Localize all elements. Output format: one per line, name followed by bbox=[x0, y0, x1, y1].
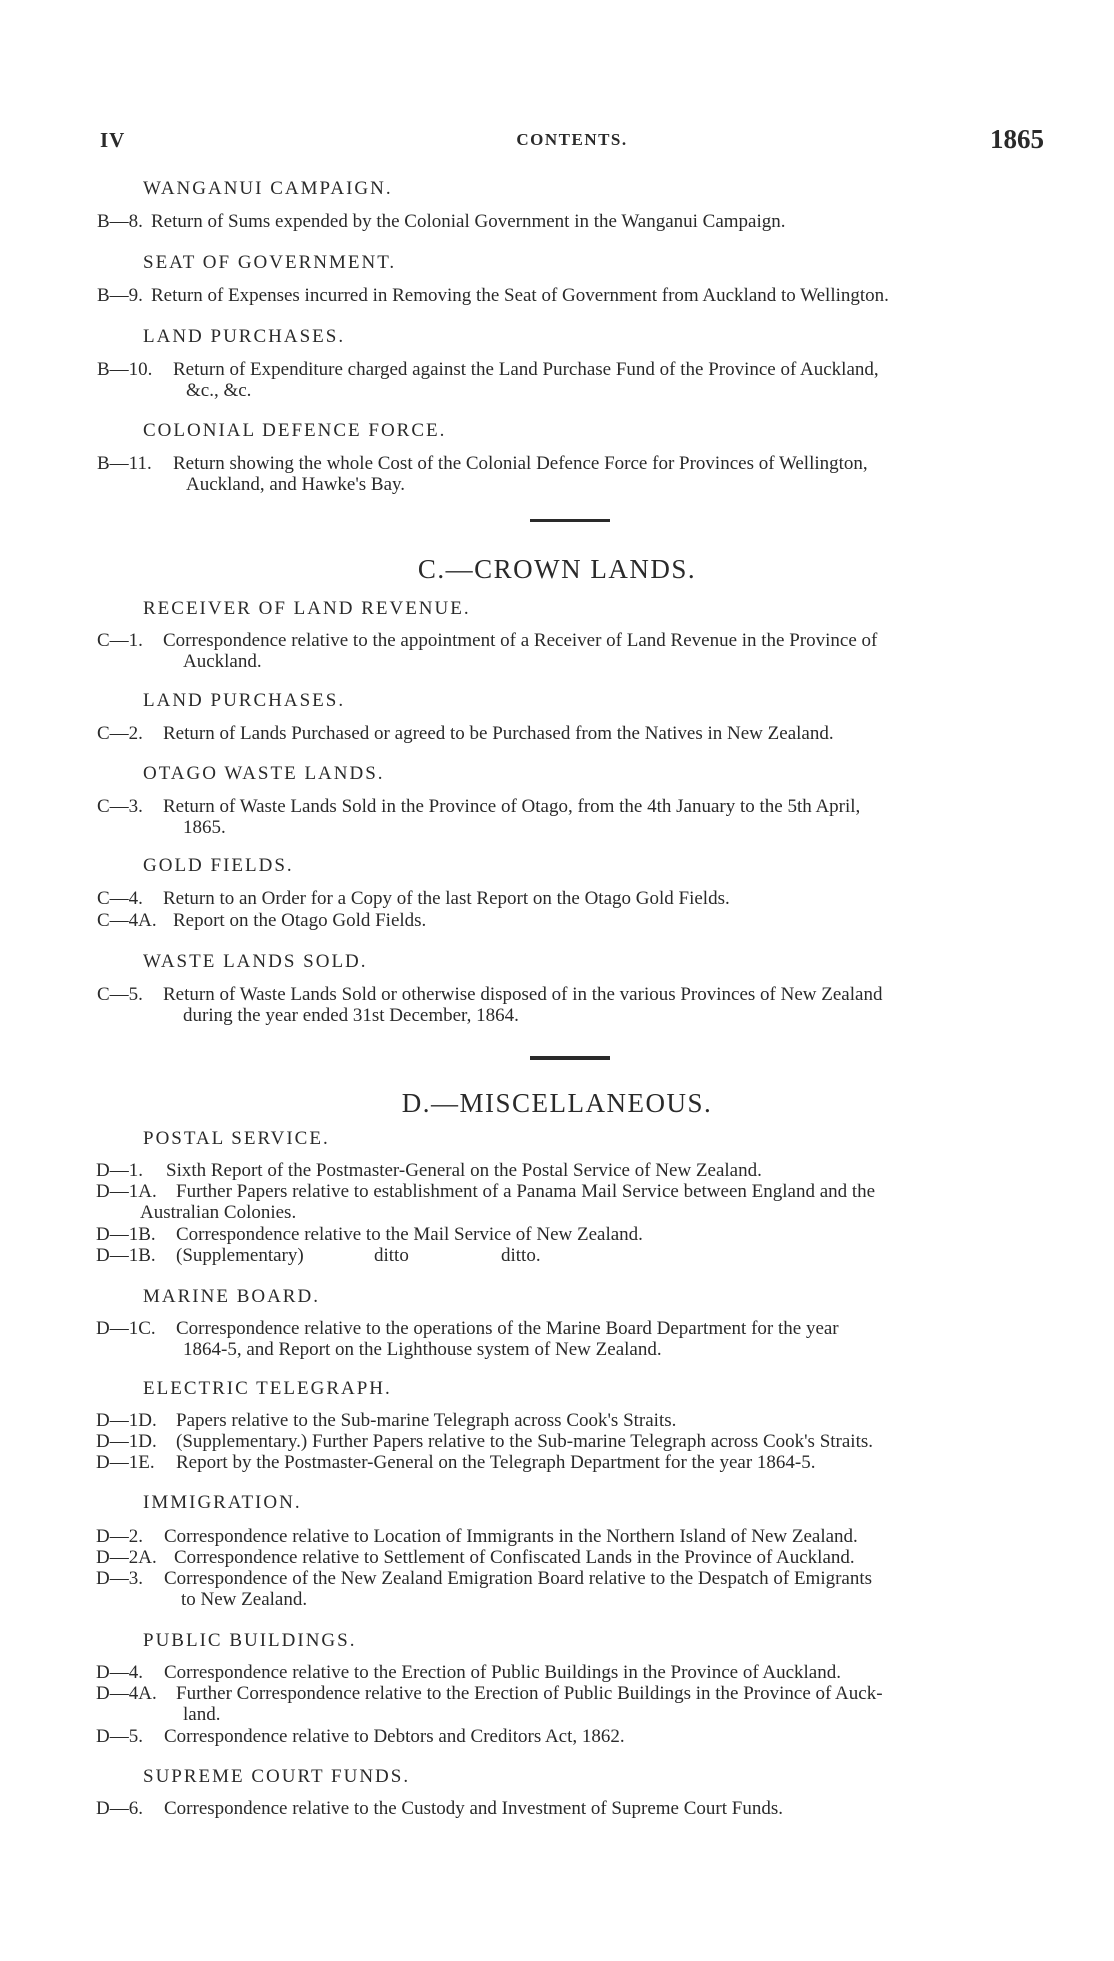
entry-code: C—5. bbox=[97, 984, 143, 1005]
list-item bbox=[96, 1547, 1046, 1568]
subhead-supreme-court-funds: SUPREME COURT FUNDS. bbox=[143, 1766, 411, 1787]
list-item bbox=[96, 1181, 1046, 1223]
entry-code: D—4A. bbox=[96, 1683, 157, 1704]
entry-code: C—4. bbox=[97, 888, 143, 909]
list-item bbox=[97, 359, 1044, 401]
subhead-seat-of-government: SEAT OF GOVERNMENT. bbox=[143, 252, 397, 273]
entry-text: Correspondence of the New Zealand Emigration Board relative to the Despatch of Emigrants bbox=[164, 1568, 873, 1589]
entry-text-continued: 1864-5, and Report on the Lighthouse system of New Zealand. bbox=[183, 1339, 662, 1360]
entry-text-continued: Auckland, and Hawke's Bay. bbox=[186, 474, 406, 495]
entry-text-continued: &c., &c. bbox=[186, 380, 252, 401]
entry-text: Return of Lands Purchased or agreed to be Purchased from the Natives in New Zealand. bbox=[163, 723, 834, 744]
entry-code: D—5. bbox=[96, 1726, 143, 1747]
entry-text-continued: to New Zealand. bbox=[181, 1589, 308, 1610]
entry-text: (Supplementary.) Further Papers relative to the Sub-marine Telegraph across Cook's Straits. bbox=[176, 1431, 874, 1452]
entry-text: Correspondence relative to Debtors and Creditors Act, 1862. bbox=[164, 1726, 625, 1747]
entry-text-continued: 1865. bbox=[183, 817, 226, 838]
list-item bbox=[96, 1318, 1046, 1360]
entry-text: Return of Waste Lands Sold or otherwise disposed of in the various Provinces of New Zealand bbox=[163, 984, 883, 1005]
entry-text: Further Papers relative to establishment of a Panama Mail Service between England and the bbox=[176, 1181, 876, 1202]
subhead-immigration: IMMIGRATION. bbox=[143, 1492, 302, 1513]
subhead-postal-service: POSTAL SERVICE. bbox=[143, 1128, 330, 1149]
subhead-public-buildings: PUBLIC BUILDINGS. bbox=[143, 1630, 357, 1651]
entry-text: (Supplementary) bbox=[176, 1245, 304, 1266]
list-item bbox=[96, 1662, 1046, 1683]
entry-text-continued: during the year ended 31st December, 1864. bbox=[183, 1005, 519, 1026]
list-item bbox=[96, 1160, 1046, 1181]
entry-text-continued: land. bbox=[183, 1704, 221, 1725]
entry-text: Correspondence relative to the operations of the Marine Board Department for the year bbox=[176, 1318, 839, 1339]
entry-text: Correspondence relative to the Erection of Public Buildings in the Province of Auckland. bbox=[164, 1662, 841, 1683]
subhead-land-purchases-b: LAND PURCHASES. bbox=[143, 326, 346, 347]
entry-text: Return to an Order for a Copy of the last Report on the Otago Gold Fields. bbox=[163, 888, 730, 909]
list-item bbox=[96, 1683, 1046, 1725]
list-item bbox=[96, 1224, 1046, 1245]
entry-code: B—10. bbox=[97, 359, 153, 380]
entry-text: Correspondence relative to the Mail Service of New Zealand. bbox=[176, 1224, 643, 1245]
list-item bbox=[97, 984, 1044, 1026]
subhead-land-purchases-c: LAND PURCHASES. bbox=[143, 690, 346, 711]
entry-code: D—6. bbox=[96, 1798, 143, 1819]
subhead-waste-lands-sold: WASTE LANDS SOLD. bbox=[143, 951, 368, 972]
list-item bbox=[96, 1568, 1046, 1610]
entry-code: D—1. bbox=[96, 1160, 143, 1181]
page-year: 1865 bbox=[990, 124, 1044, 154]
entry-code: C—4A. bbox=[97, 910, 157, 931]
ditto-mark: ditto bbox=[374, 1245, 409, 1266]
list-item bbox=[97, 453, 1044, 495]
ditto-mark: ditto. bbox=[501, 1245, 541, 1266]
entry-text-continued: Auckland. bbox=[183, 651, 262, 672]
subhead-wanganui-campaign: WANGANUI CAMPAIGN. bbox=[143, 178, 393, 199]
section-title-miscellaneous: D.—MISCELLANEOUS. bbox=[401, 1088, 713, 1118]
list-item bbox=[97, 211, 1044, 232]
entry-code: C—3. bbox=[97, 796, 143, 817]
entry-code: B—9. bbox=[97, 285, 143, 306]
entry-text: Return of Waste Lands Sold in the Province of Otago, from the 4th January to the 5th April, bbox=[163, 796, 861, 817]
entry-code: D—1D. bbox=[96, 1410, 157, 1431]
entry-text: Return of Expenses incurred in Removing the Seat of Government from Auckland to Wellington. bbox=[151, 285, 889, 306]
entry-code: D—1B. bbox=[96, 1224, 156, 1245]
section-divider bbox=[530, 519, 610, 522]
entry-code: D—4. bbox=[96, 1662, 143, 1683]
running-head bbox=[100, 126, 1044, 160]
entry-code: B—11. bbox=[97, 453, 152, 474]
entry-text: Return showing the whole Cost of the Colonial Defence Force for Provinces of Wellington, bbox=[173, 453, 868, 474]
entry-text: Return of Expenditure charged against the Land Purchase Fund of the Province of Auckland, bbox=[173, 359, 879, 380]
entry-code: D—1B. bbox=[96, 1245, 156, 1266]
entry-code: B—8. bbox=[97, 211, 143, 232]
list-item bbox=[96, 1726, 1046, 1747]
entry-code: D—1C. bbox=[96, 1318, 156, 1339]
list-item bbox=[96, 1410, 1046, 1431]
entry-text: Sixth Report of the Postmaster-General on the Postal Service of New Zealand. bbox=[166, 1160, 762, 1181]
entry-code: D—1A. bbox=[96, 1181, 157, 1202]
entry-code: D—1D. bbox=[96, 1431, 157, 1452]
entry-text: Further Correspondence relative to the Erection of Public Buildings in the Province of Auck- bbox=[176, 1683, 883, 1704]
entry-text: Report by the Postmaster-General on the Telegraph Department for the year 1864-5. bbox=[176, 1452, 816, 1473]
list-item bbox=[96, 1798, 1046, 1819]
entry-text: Report on the Otago Gold Fields. bbox=[173, 910, 427, 931]
list-item bbox=[97, 723, 1044, 744]
subhead-colonial-defence-force: COLONIAL DEFENCE FORCE. bbox=[143, 420, 447, 441]
list-item bbox=[97, 910, 1044, 931]
page-title: CONTENTS. bbox=[516, 130, 628, 149]
entry-code: D—2A. bbox=[96, 1547, 157, 1568]
subhead-receiver-of-land-revenue: RECEIVER OF LAND REVENUE. bbox=[143, 598, 471, 619]
entry-text: Correspondence relative to the appointment of a Receiver of Land Revenue in the Province of bbox=[163, 630, 878, 651]
page-label: IV bbox=[100, 128, 126, 152]
subhead-otago-waste-lands: OTAGO WASTE LANDS. bbox=[143, 763, 385, 784]
entry-code: D—2. bbox=[96, 1526, 143, 1547]
list-item bbox=[96, 1452, 1046, 1473]
list-item bbox=[97, 796, 1044, 838]
entry-text-continued: Australian Colonies. bbox=[140, 1202, 297, 1223]
entry-text: Correspondence relative to Location of Immigrants in the Northern Island of New Zealand. bbox=[164, 1526, 858, 1547]
subhead-electric-telegraph: ELECTRIC TELEGRAPH. bbox=[143, 1378, 392, 1399]
entry-text: Correspondence relative to Settlement of Confiscated Lands in the Province of Auckland. bbox=[174, 1547, 855, 1568]
entry-code: D—1E. bbox=[96, 1452, 155, 1473]
list-item bbox=[96, 1245, 1046, 1266]
entry-code: C—1. bbox=[97, 630, 143, 651]
list-item bbox=[97, 630, 1044, 672]
section-title-crown-lands: C.—CROWN LANDS. bbox=[417, 554, 697, 584]
list-item bbox=[96, 1526, 1046, 1547]
section-divider bbox=[530, 1056, 610, 1060]
entry-code: D—3. bbox=[96, 1568, 143, 1589]
entry-text: Correspondence relative to the Custody and Investment of Supreme Court Funds. bbox=[164, 1798, 783, 1819]
entry-text: Return of Sums expended by the Colonial Government in the Wanganui Campaign. bbox=[151, 211, 786, 232]
entry-text: Papers relative to the Sub-marine Telegraph across Cook's Straits. bbox=[176, 1410, 677, 1431]
list-item bbox=[96, 1431, 1046, 1452]
subhead-gold-fields: GOLD FIELDS. bbox=[143, 855, 294, 876]
entry-code: C—2. bbox=[97, 723, 143, 744]
list-item bbox=[97, 888, 1044, 909]
subhead-marine-board: MARINE BOARD. bbox=[143, 1286, 320, 1307]
list-item bbox=[97, 285, 1044, 306]
